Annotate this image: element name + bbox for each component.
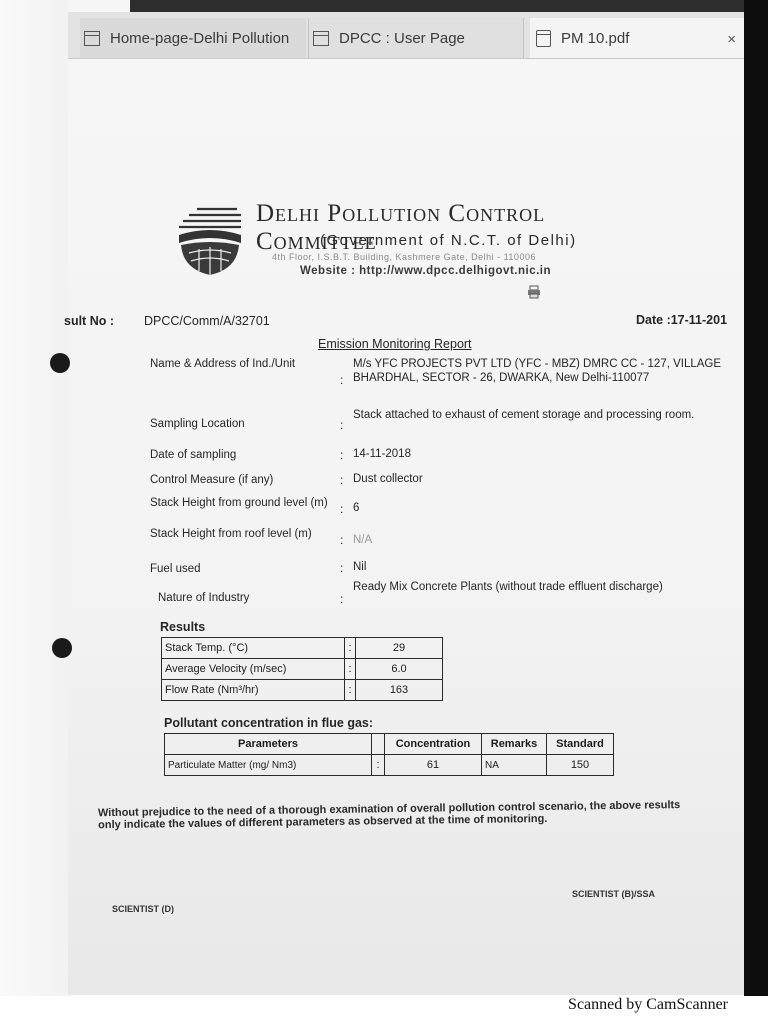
result-label: Average Velocity (m/sec) [162, 659, 345, 680]
printer-icon[interactable] [527, 285, 541, 299]
table-colon: : [372, 755, 385, 776]
report-date: Date :17-11-201 [636, 313, 728, 327]
parameter-cell: Particulate Matter (mg/ Nm3) [165, 755, 372, 776]
field-label-nature-industry: Nature of Industry [158, 592, 250, 604]
result-label: Stack Temp. (°C) [162, 638, 345, 659]
result-value: 6.0 [356, 659, 443, 680]
pollutant-heading: Pollutant concentration in flue gas: [164, 716, 374, 730]
pollutant-table [164, 733, 614, 776]
table-row [165, 755, 614, 776]
field-colon: : [340, 418, 344, 432]
field-value-fuel-used: Nil [353, 561, 367, 573]
pdf-file-icon [536, 30, 551, 47]
standard-cell: 150 [547, 755, 614, 776]
table-spacer [372, 734, 385, 755]
result-number-value: DPCC/Comm/A/32701 [144, 314, 270, 328]
tab-label: PM 10.pdf [561, 29, 630, 47]
field-colon: : [340, 448, 344, 462]
field-label-name-address: Name & Address of Ind./Unit [150, 358, 296, 370]
dpcc-logo [175, 203, 245, 277]
page-icon [313, 31, 329, 46]
tab-label: Home-page-Delhi Pollution [110, 29, 290, 47]
government-line: (Government of N.C.T. of Delhi) [320, 232, 577, 249]
field-label-fuel-used: Fuel used [150, 563, 201, 575]
field-colon: : [340, 373, 344, 387]
field-label-stack-height-roof: Stack Height from roof level (m) [150, 528, 312, 540]
scanner-watermark: Scanned by CamScanner [568, 996, 728, 1013]
field-colon: : [340, 533, 344, 547]
result-number-label: sult No : [64, 314, 114, 328]
scan-top-edge [130, 0, 744, 12]
field-label-date-sampling: Date of sampling [150, 449, 237, 461]
column-header: Standard [547, 734, 614, 755]
field-colon: : [340, 502, 344, 516]
field-colon: : [340, 473, 344, 487]
table-row [162, 638, 443, 659]
column-header: Concentration [385, 734, 482, 755]
website-line: Website : http://www.dpcc.delhigovt.nic.in [300, 265, 552, 277]
table-row [162, 680, 443, 701]
scan-edge [744, 0, 768, 1000]
field-label-stack-height-ground: Stack Height from ground level (m) [150, 497, 328, 509]
result-value: 29 [356, 638, 443, 659]
field-label-sampling-location: Sampling Location [150, 418, 245, 430]
tab-home-page[interactable] [80, 18, 306, 58]
results-heading: Results [160, 620, 206, 634]
organization-name: Delhi Pollution Control Committee [256, 200, 546, 255]
results-table [161, 637, 443, 701]
close-icon[interactable]: × [727, 31, 736, 48]
report-title: Emission Monitoring Report [318, 337, 472, 351]
field-value-control-measure: Dust collector [353, 473, 423, 485]
disclaimer-note: Without prejudice to the need of a thorough examination of overall pollution control scenario, the above results only indicate the values of different parameters as observed at the time of monitoring. [97, 799, 681, 832]
concentration-cell: 61 [385, 755, 482, 776]
remarks-cell: NA [482, 755, 547, 776]
browser-tab-bar [68, 12, 744, 59]
field-value-nature-industry: Ready Mix Concrete Plants (without trade effluent discharge) [353, 581, 663, 593]
paper-margin [0, 0, 70, 1000]
page-icon [84, 31, 100, 46]
field-value-stack-height-roof: N/A [353, 534, 373, 546]
column-header: Parameters [165, 734, 372, 755]
field-value-name-address: M/s YFC PROJECTS PVT LTD (YFC - MBZ) DMRC CC - 127, VILLAGE BHARDHAL, SECTOR - 26, DWARKA, New Delhi-110077 [353, 358, 722, 384]
tab-pm10-pdf[interactable] [530, 18, 744, 58]
organization-address: 4th Floor, I.S.B.T. Building, Kashmere Gate, Delhi - 110006 [272, 252, 536, 262]
field-colon: : [340, 592, 344, 606]
signature-left: SCIENTIST (D) [112, 904, 174, 914]
table-colon: : [345, 680, 356, 701]
field-value-stack-height-ground: 6 [353, 502, 360, 514]
punch-hole [50, 353, 70, 373]
tab-dpcc-user-page[interactable] [308, 18, 524, 58]
field-value-date-sampling: 14-11-2018 [353, 448, 411, 460]
table-colon: : [345, 659, 356, 680]
tab-label: DPCC : User Page [339, 29, 465, 47]
signature-right: SCIENTIST (B)/SSA [572, 889, 656, 899]
field-value-sampling-location: Stack attached to exhaust of cement storage and processing room. [353, 409, 695, 421]
result-value: 163 [356, 680, 443, 701]
result-label: Flow Rate (Nm³/hr) [162, 680, 345, 701]
table-header-row [165, 734, 614, 755]
table-row [162, 659, 443, 680]
table-colon: : [345, 638, 356, 659]
field-label-control-measure: Control Measure (if any) [150, 474, 274, 486]
punch-hole [52, 638, 72, 658]
column-header: Remarks [482, 734, 547, 755]
field-colon: : [340, 561, 344, 575]
